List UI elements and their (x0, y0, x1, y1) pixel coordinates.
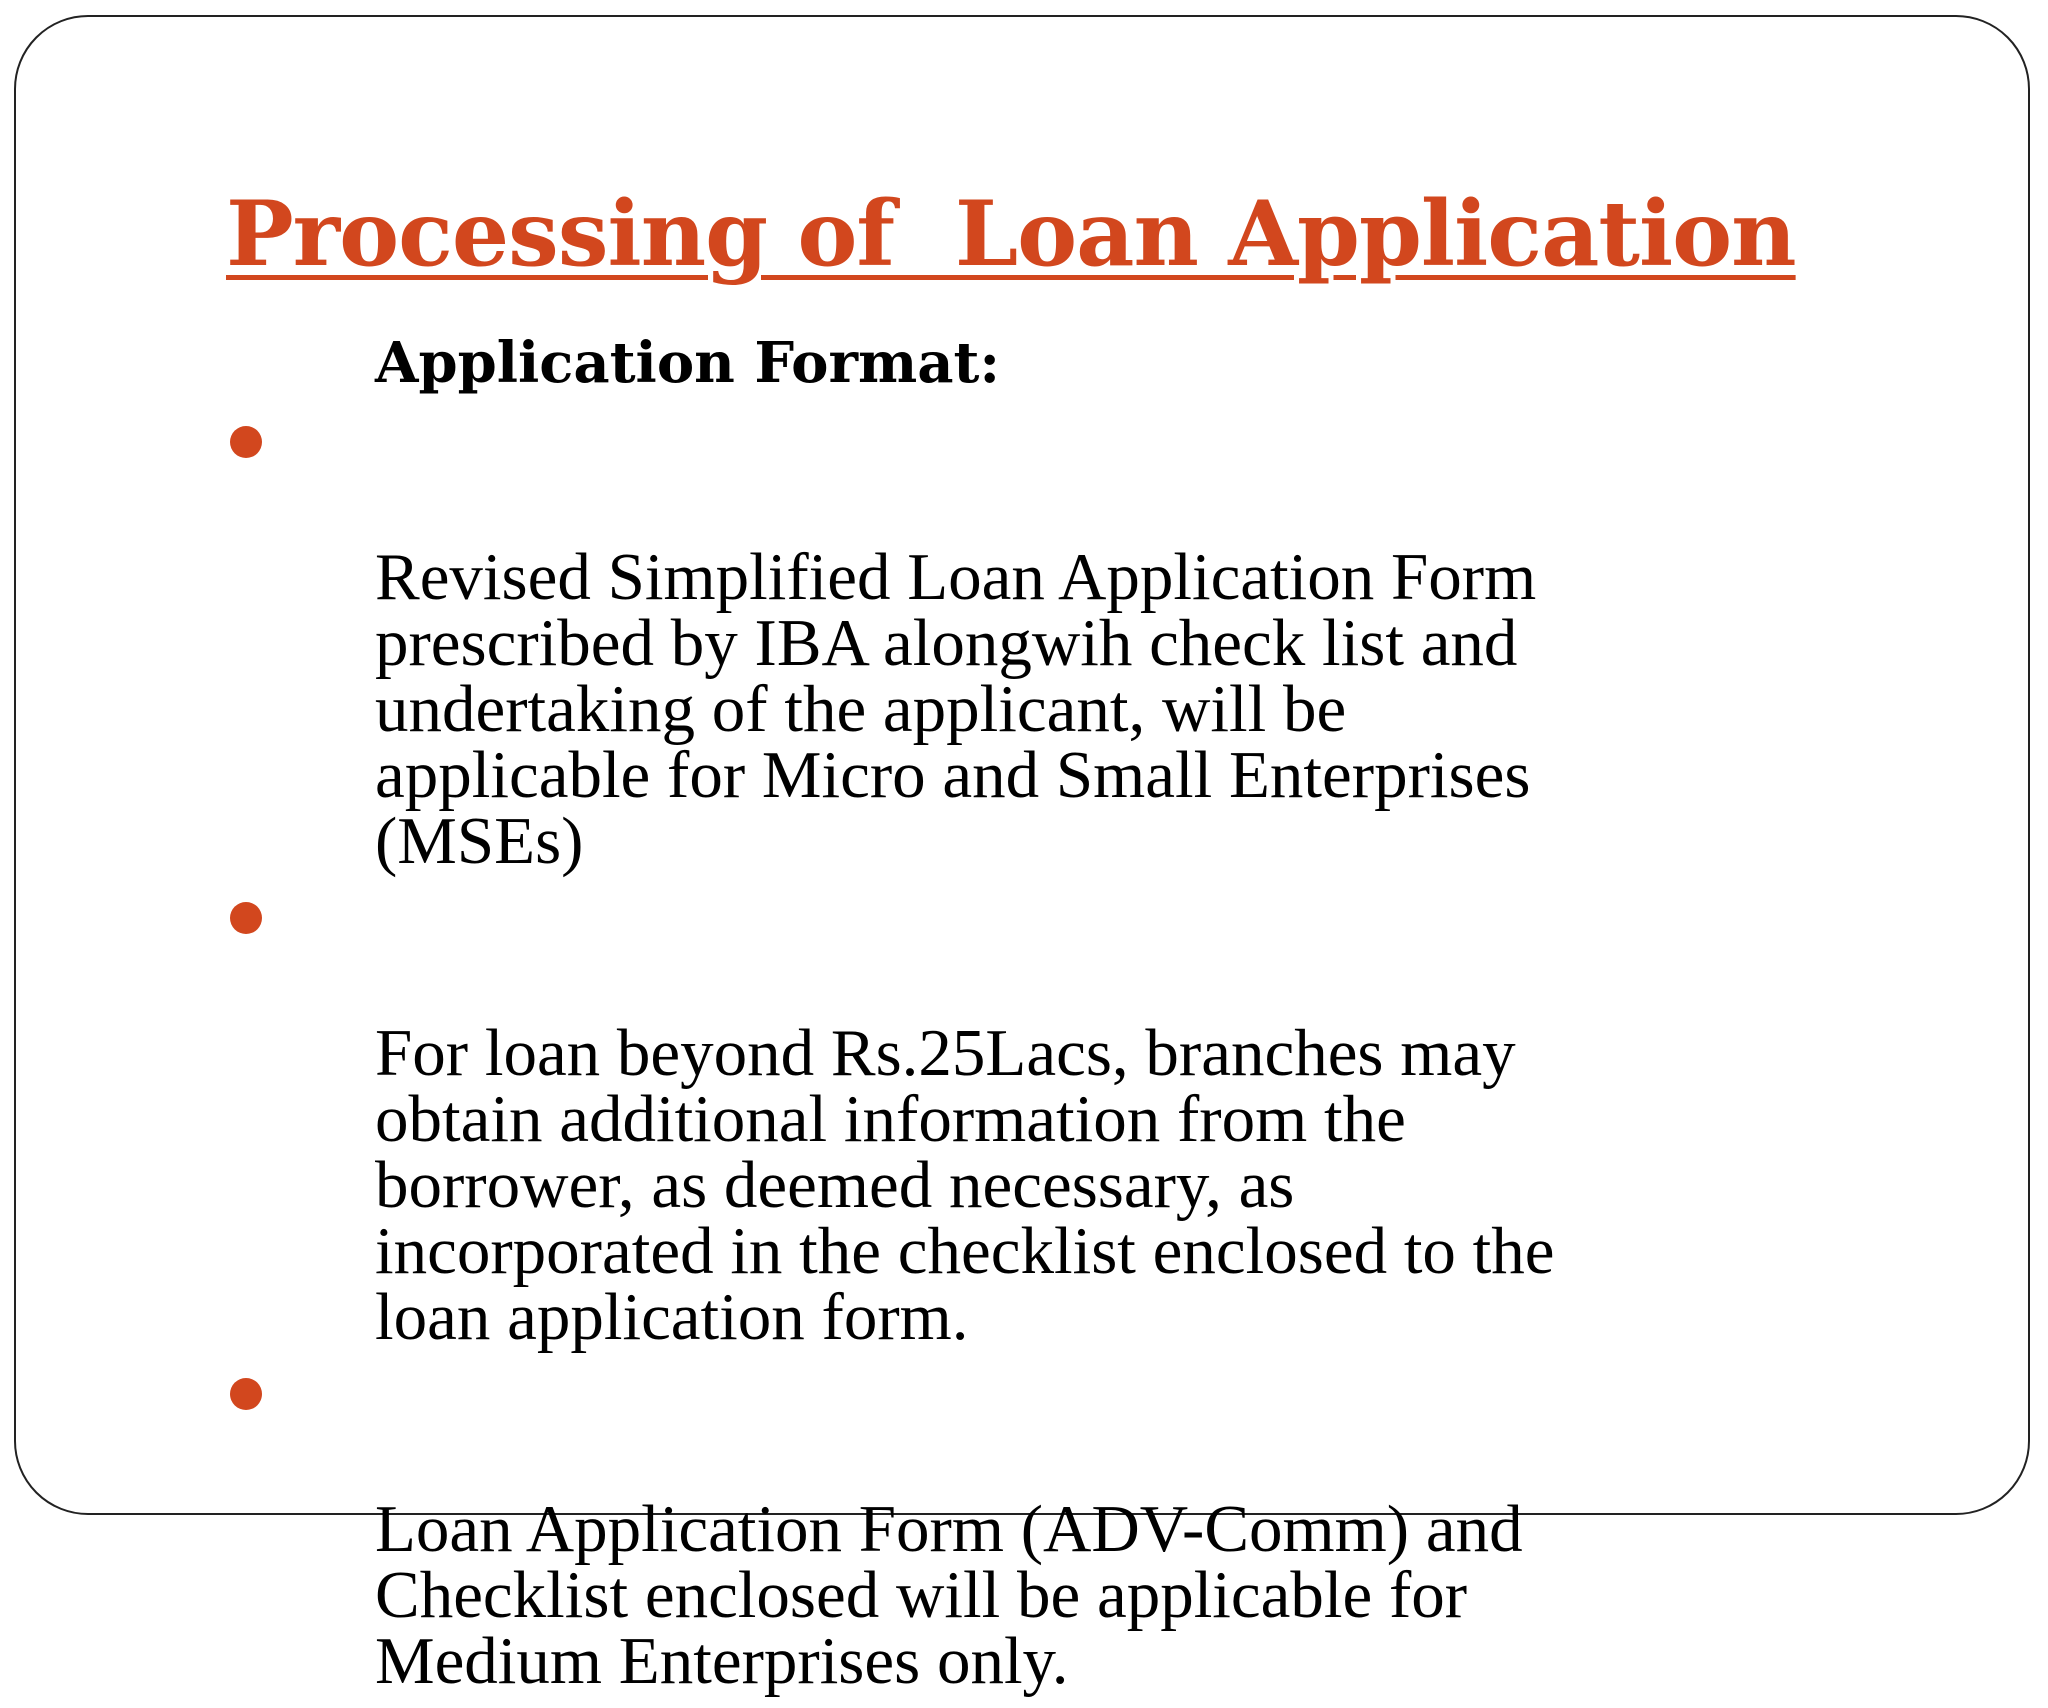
bullet-item (226, 412, 1926, 878)
slide-title: Processing of Loan Application (226, 181, 1796, 287)
bullet-text: Revised Simplified Loan Application Form prescribed by IBA alongwih check list and undertaking of the applicant, will be applicable for Micro and Small Enterprises (MSEs) (375, 540, 1537, 878)
section-subheading: Application Format: (375, 330, 1001, 396)
bullet-text: For loan beyond Rs.25Lacs, branches may obtain additional information from the borrower, as deemed necessary, as incorporated in the checklist enclosed to the loan application form. (375, 1016, 1555, 1354)
bullet-text: Loan Application Form (ADV-Comm) and Checklist enclosed will be applicable for Medium Enterprises only. (375, 1492, 1523, 1698)
bullet-dot-icon (230, 902, 262, 934)
bullet-item (226, 888, 1926, 1354)
bullet-item (226, 1364, 1926, 1698)
bullet-list (226, 412, 1926, 1708)
bullet-dot-icon (230, 1378, 262, 1410)
bullet-dot-icon (230, 426, 262, 458)
